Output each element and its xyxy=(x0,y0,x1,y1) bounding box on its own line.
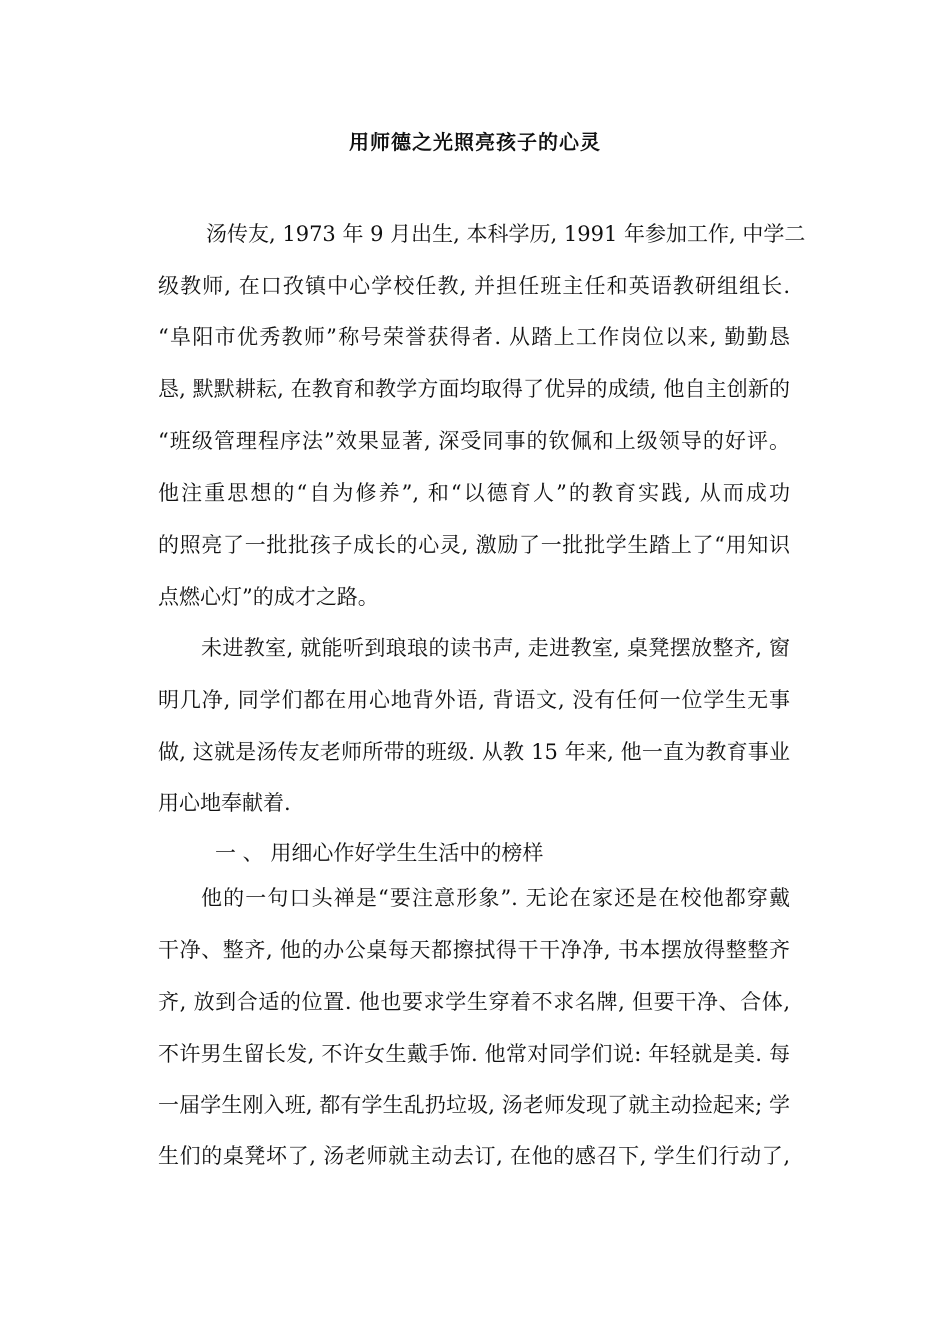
text-line: 汤传友, 1973 年 9 月出生, 本科学历, 1991 年参加工作, 中学二 xyxy=(206,222,806,246)
text-line: 明几净, 同学们都在用心地背外语, 背语文, 没有任何一位学生无事 xyxy=(158,688,790,712)
text-line: 点燃心灯”的成才之路。 xyxy=(158,585,379,609)
section-heading: 一 、 用细心作好学生生活中的榜样 xyxy=(215,841,544,865)
text-line: 他的一句口头禅是“要注意形象”. 无论在家还是在校他都穿戴 xyxy=(201,886,790,910)
text-line: 级教师, 在口孜镇中心学校任教, 并担任班主任和英语教研组组长. xyxy=(158,274,790,298)
text-line: 一届学生刚入班, 都有学生乱扔垃圾, 汤老师发现了就主动捡起来; 学 xyxy=(158,1093,790,1117)
text-line: 不许男生留长发, 不许女生戴手饰. 他常对同学们说: 年轻就是美. 每 xyxy=(158,1042,790,1066)
text-line: 他注重思想的“自为修养”, 和“以德育人”的教育实践, 从而成功 xyxy=(158,481,790,505)
text-line: 生们的桌凳坏了, 汤老师就主动去订, 在他的感召下, 学生们行动了, xyxy=(158,1144,790,1168)
text-line: 做, 这就是汤传友老师所带的班级. 从教 15 年来, 他一直为教育事业 xyxy=(158,740,790,764)
text-line: “阜阳市优秀教师”称号荣誉获得者. 从踏上工作岗位以来, 勤勤恳 xyxy=(158,325,790,349)
text-line: 用心地奉献着. xyxy=(158,791,291,815)
text-line: 恳, 默默耕耘, 在教育和教学方面均取得了优异的成绩, 他自主创新的 xyxy=(158,377,790,401)
text-line: “班级管理程序法”效果显著, 深受同事的钦佩和上级领导的好评。 xyxy=(158,429,790,453)
document-title: 用师德之光照亮孩子的心灵 xyxy=(349,130,601,154)
text-line: 未进教室, 就能听到琅琅的读书声, 走进教室, 桌凳摆放整齐, 窗 xyxy=(201,636,790,660)
text-line: 干净、整齐, 他的办公桌每天都擦拭得干干净净, 书本摆放得整整齐 xyxy=(158,938,790,962)
text-line: 的照亮了一批批孩子成长的心灵, 激励了一批批学生踏上了“用知识 xyxy=(158,533,790,557)
text-line: 齐, 放到合适的位置. 他也要求学生穿着不求名牌, 但要干净、合体, xyxy=(158,990,790,1014)
